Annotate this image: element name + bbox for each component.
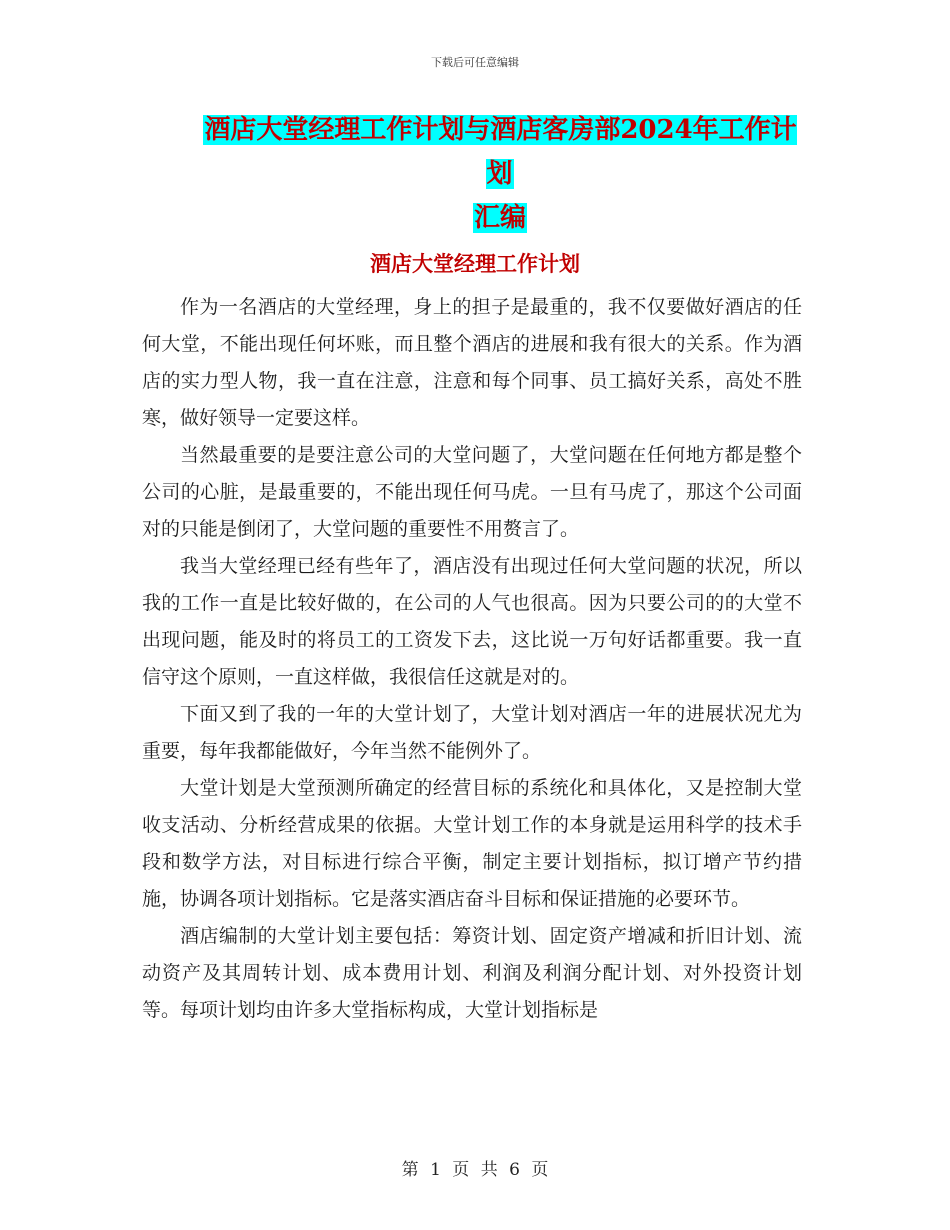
paragraph: 当然最重要的是要注意公司的大堂问题了，大堂问题在任何地方都是整个公司的心脏，是最重要的，不能出现任何马虎。一旦有马虎了，那这个公司面对的只能是倒闭了，大堂问题的重要性不用赘言了。 bbox=[142, 444, 802, 540]
paragraph: 酒店编制的大堂计划主要包括：筹资计划、固定资产增减和折旧计划、流动资产及其周转计划、成本费用计划、利润及利润分配计划、对外投资计划等。每项计划均由许多大堂指标构成，大堂计划指标是 bbox=[142, 925, 802, 1021]
header-note: 下载后可任意编辑 bbox=[431, 56, 519, 69]
document-title bbox=[190, 108, 810, 240]
paragraph: 我当大堂经理已经有些年了，酒店没有出现过任何大堂问题的状况，所以我的工作一直是比较好做的，在公司的人气也很高。因为只要公司的的大堂不出现问题，能及时的将员工的工资发下去，这比说一万句好话都重要。我一直信守这个原则，一直这样做，我很信任这就是对的。 bbox=[142, 555, 802, 688]
paragraph: 大堂计划是大堂预测所确定的经营目标的系统化和具体化，又是控制大堂收支活动、分析经营成果的依据。大堂计划工作的本身就是运用科学的技术手段和数学方法，对目标进行综合平衡，制定主要计划指标，拟订增产节约措施，协调各项计划指标。它是落实酒店奋斗目标和保证措施的必要环节。 bbox=[142, 777, 802, 910]
paragraph: 下面又到了我的一年的大堂计划了，大堂计划对酒店一年的进展状况尤为重要，每年我都能做好，今年当然不能例外了。 bbox=[142, 703, 802, 762]
body-text bbox=[142, 289, 802, 1029]
document-title-line-1: 酒店大堂经理工作计划与酒店客房部2024年工作计划 bbox=[204, 115, 797, 189]
page-footer: 第 1 页 共 6 页 bbox=[401, 1160, 549, 1180]
section-title: 酒店大堂经理工作计划 bbox=[370, 251, 580, 276]
document-title-line-2: 汇编 bbox=[473, 203, 526, 233]
paragraph: 作为一名酒店的大堂经理，身上的担子是最重的，我不仅要做好酒店的任何大堂，不能出现任何坏账，而且整个酒店的进展和我有很大的关系。作为酒店的实力型人物，我一直在注意，注意和每个同事、员工搞好关系，高处不胜寒，做好领导一定要这样。 bbox=[142, 296, 802, 429]
